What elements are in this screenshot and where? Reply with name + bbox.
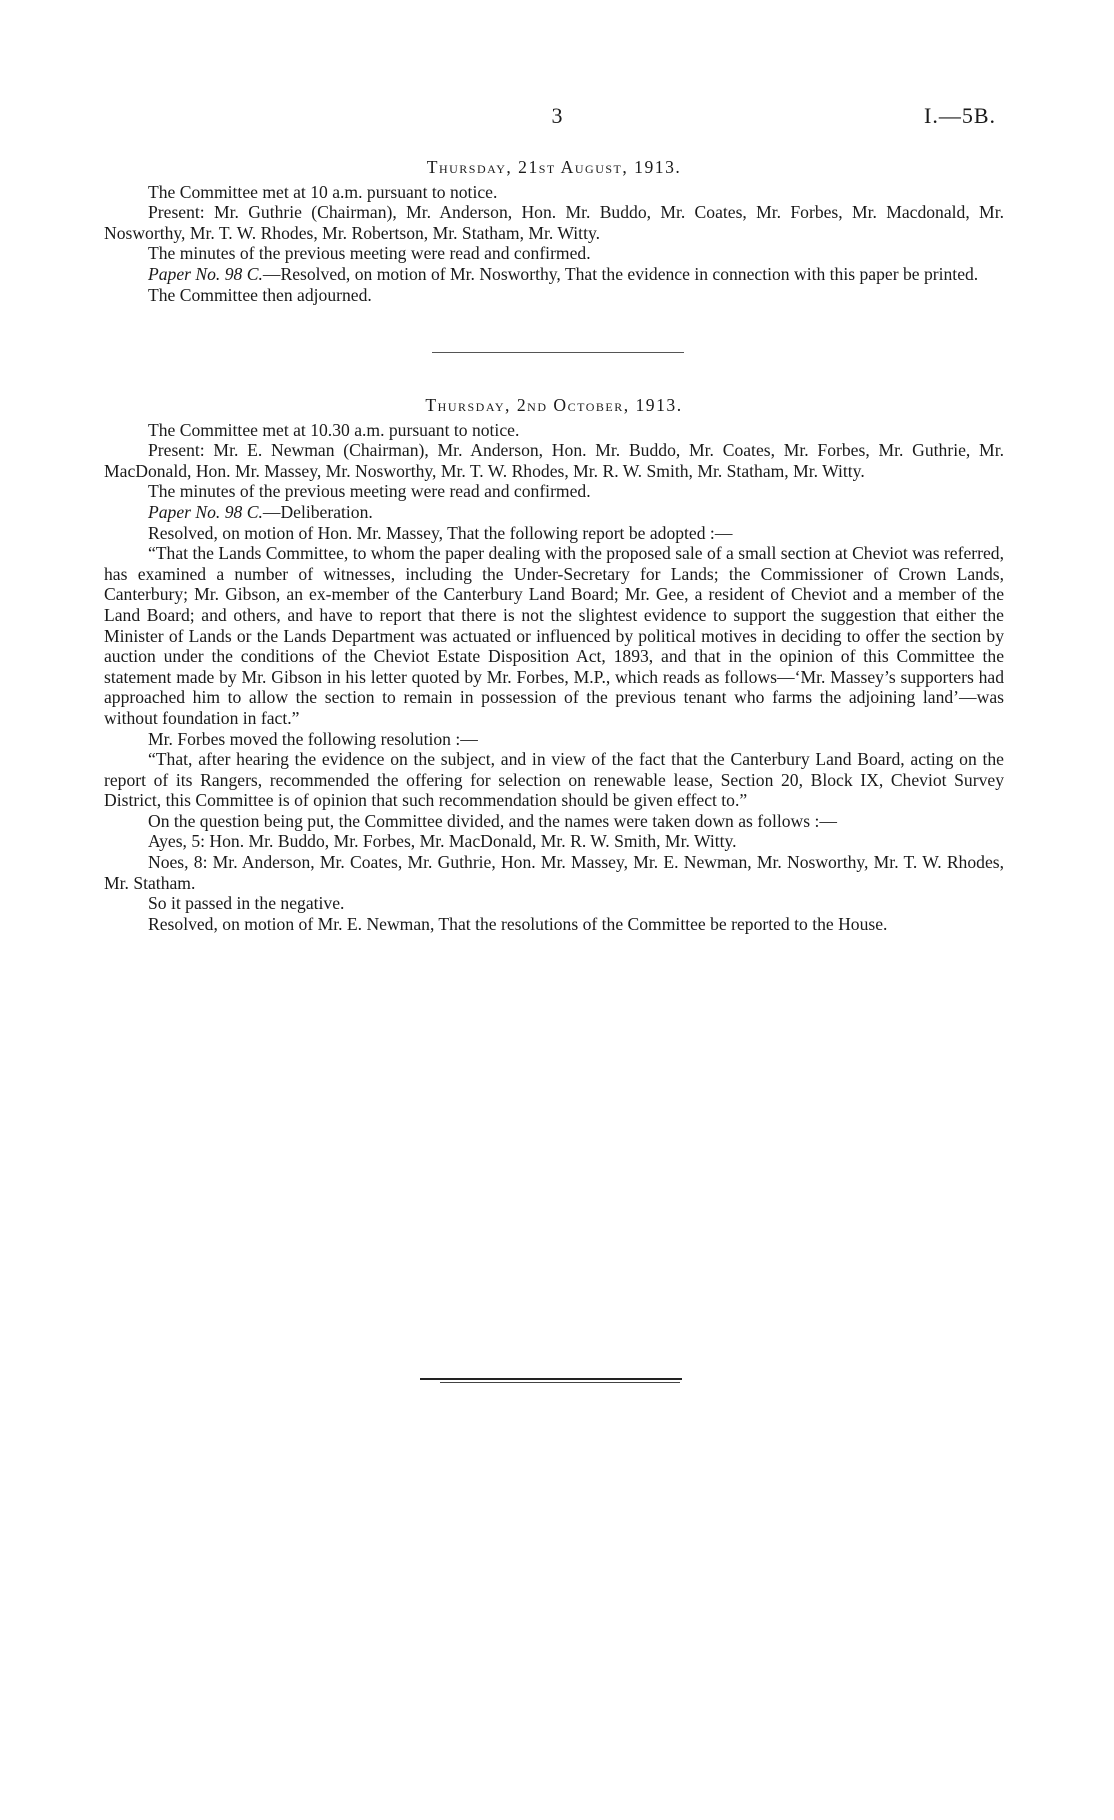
meeting-heading: Thursday, 2nd October, 1913. [425, 395, 683, 415]
minutes-confirmation: The minutes of the previous meeting were read and confirmed. [148, 481, 591, 502]
forbes-motion: Mr. Forbes moved the following resolution :— [148, 728, 478, 749]
ayes-list: Ayes, 5: Hon. Mr. Buddo, Mr. Forbes, Mr. MacDonald, Mr. R. W. Smith, Mr. Witty. [148, 831, 737, 852]
vote-result: So it passed in the negative. [148, 893, 345, 914]
report-text: “That the Lands Committee, to whom the paper dealing with the proposed sale of a small section at Cheviot was referred, has examined a number of witnesses, including the Under-Secretary for Lands; the Commissioner of Crown Lands, Canterbury; Mr. Gibson, an ex-member of the Canterbury Land Board; Mr. Gee, a resident of Cheviot and a member of the Land Board; and others, and have to report that there is not the slightest evidence to support the suggestion that either the Minister of Lands or the Lands Department was actuated or influenced by political motives in deciding to offer the section by auction under the conditions of the Cheviot Estate Disposition Act, 1893, and that in the opinion of this Committee the statement made by Mr. Gibson in his letter quoted by Mr. Forbes, M.P., which reads as follows—‘Mr. Massey’s supporters had approached him to allow the section to remain in possession of the previous tenant who farms the adjoining land’—was without foundation in fact.” [104, 543, 1004, 728]
page-number: 3 [551, 103, 563, 128]
paper-reference: Paper No. 98 C. [148, 263, 263, 284]
paper-resolution [104, 264, 1004, 285]
paper-reference: Paper No. 98 C. [148, 501, 263, 522]
meeting-opening: The Committee met at 10.30 a.m. pursuant to notice. [148, 419, 520, 440]
meeting-opening: The Committee met at 10 a.m. pursuant to notice. [148, 181, 498, 202]
paper-deliberation [104, 502, 1004, 523]
noes-list: Noes, 8: Mr. Anderson, Mr. Coates, Mr. Guthrie, Hon. Mr. Massey, Mr. E. Newman, Mr. Nosworthy, Mr. T. W. Rhodes, Mr. Statham. [104, 852, 1004, 893]
meeting-2-october [104, 395, 1004, 934]
section-divider [432, 352, 684, 353]
meeting-heading: Thursday, 21st August, 1913. [426, 157, 682, 177]
document-reference: I.—5B. [924, 103, 996, 128]
final-resolution: Resolved, on motion of Mr. E. Newman, That the resolutions of the Committee be reported to the House. [148, 913, 888, 934]
report-motion: Resolved, on motion of Hon. Mr. Massey, That the following report be adopted :— [148, 522, 733, 543]
end-divider-secondary [440, 1382, 680, 1383]
division-statement: On the question being put, the Committee divided, and the names were taken down as follows :— [148, 810, 837, 831]
attendance-list: Present: Mr. E. Newman (Chairman), Mr. Anderson, Hon. Mr. Buddo, Mr. Coates, Mr. Forbes, Mr. Guthrie, Mr. MacDonald, Hon. Mr. Massey, Mr. Nosworthy, Mr. T. W. Rhodes, Mr. R. W. Smith, Mr. Statham, Mr. Witty. [104, 440, 1004, 481]
attendance-list: Present: Mr. Guthrie (Chairman), Mr. Anderson, Hon. Mr. Buddo, Mr. Coates, Mr. Forbes, Mr. Macdonald, Mr. Nosworthy, Mr. T. W. Rhodes, Mr. Robertson, Mr. Statham, Mr. Witty. [104, 202, 1004, 243]
meeting-21-august [104, 157, 1004, 305]
end-divider [420, 1378, 682, 1380]
adjournment: The Committee then adjourned. [148, 284, 372, 305]
forbes-resolution: “That, after hearing the evidence on the subject, and in view of the fact that the Canterbury Land Board, acting on the report of its Rangers, recommended the offering for selection on renewable lease, Section 20, Block IX, Cheviot Survey District, this Committee is of opinion that such recommendation should be given effect to.” [104, 749, 1004, 811]
paper-deliberation-text: —Deliberation. [262, 501, 373, 522]
minutes-confirmation: The minutes of the previous meeting were read and confirmed. [148, 243, 591, 264]
paper-resolution-text: —Resolved, on motion of Mr. Nosworthy, That the evidence in connection with this paper be printed. [262, 263, 979, 284]
